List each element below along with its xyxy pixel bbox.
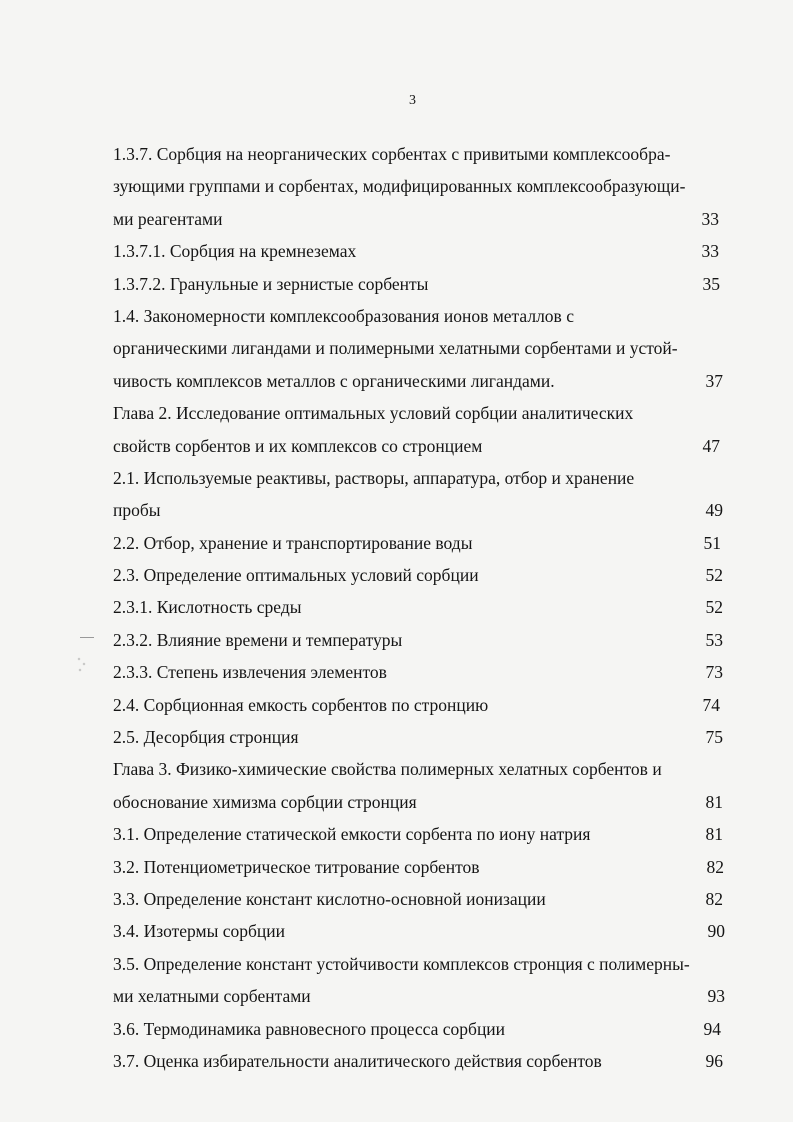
toc-entry-text: 2.3.1. Кислотность среды [113, 597, 302, 618]
toc-entry-text: 3.4. Изотермы сорбции [113, 921, 285, 942]
toc-entry-text: 2.1. Используемые реактивы, растворы, аппаратура, отбор и хранение [113, 467, 635, 488]
table-of-contents [113, 138, 733, 1077]
toc-entry-text: 2.3.2. Влияние времени и температуры [113, 629, 403, 650]
toc-entry [113, 818, 733, 850]
toc-entry [113, 365, 733, 397]
toc-entry-page: 82 [706, 856, 724, 877]
toc-entry-text: зующими группами и сорбентах, модифицированных комплексообразующи- [113, 176, 686, 197]
toc-entry [113, 268, 733, 300]
toc-entry-text: обоснование химизма сорбции стронция [113, 791, 417, 812]
toc-entry-text: Глава 3. Физико-химические свойства полимерных хелатных сорбентов и [113, 759, 662, 780]
toc-entry-page: 47 [702, 435, 720, 456]
toc-entry [113, 527, 733, 559]
toc-entry [113, 138, 733, 170]
toc-entry-text: 2.3. Определение оптимальных условий сорбции [113, 565, 479, 586]
toc-entry [113, 656, 733, 688]
toc-entry-page: 33 [701, 241, 719, 262]
toc-entry [113, 332, 733, 364]
toc-entry-page: 90 [707, 921, 725, 942]
toc-entry [113, 980, 733, 1012]
page-number: 3 [409, 93, 416, 108]
toc-entry-page: 93 [707, 986, 725, 1007]
toc-entry-text: 3.7. Оценка избирательности аналитического действия сорбентов [113, 1050, 602, 1071]
toc-entry [113, 591, 733, 623]
toc-entry [113, 753, 733, 785]
toc-entry-text: 1.3.7.1. Сорбция на кремнеземах [113, 241, 357, 262]
toc-entry-page: 74 [702, 694, 720, 715]
toc-entry-text: Глава 2. Исследование оптимальных условий сорбции аналитических [113, 403, 634, 424]
toc-entry-page: 96 [705, 1050, 723, 1071]
toc-entry-text: ми хелатными сорбентами [113, 986, 311, 1007]
toc-entry-text: 1.3.7. Сорбция на неорганических сорбентах с привитыми комплексообра- [113, 144, 671, 164]
toc-entry [113, 689, 733, 721]
toc-entry-page: 81 [705, 824, 723, 845]
toc-entry [113, 624, 733, 656]
toc-entry-page: 73 [705, 662, 723, 683]
margin-mark [80, 637, 94, 638]
toc-entry [113, 300, 733, 332]
toc-entry-text: органическими лигандами и полимерными хелатными сорбентами и устой- [113, 338, 678, 359]
toc-entry [113, 235, 733, 267]
toc-entry-page: 52 [705, 597, 723, 618]
toc-entry-page: 94 [703, 1018, 721, 1039]
toc-entry-page: 35 [702, 273, 720, 294]
toc-entry-page: 52 [705, 565, 723, 586]
toc-entry-text: 2.4. Сорбционная емкость сорбентов по стронцию [113, 694, 489, 715]
scan-artifact [76, 655, 88, 675]
toc-entry [113, 786, 733, 818]
toc-entry-text: 3.2. Потенциометрическое титрование сорбентов [113, 856, 480, 877]
toc-entry [113, 948, 733, 980]
toc-entry [113, 851, 733, 883]
toc-entry-text: 1.3.7.2. Гранульные и зернистые сорбенты [113, 273, 429, 294]
toc-entry-text: чивость комплексов металлов с органическими лигандами. [113, 370, 555, 391]
toc-entry-page: 49 [705, 500, 723, 521]
toc-entry [113, 494, 733, 526]
toc-entry [113, 170, 733, 202]
toc-entry-text: 2.2. Отбор, хранение и транспортирование воды [113, 532, 473, 553]
toc-entry-page: 75 [705, 727, 723, 748]
toc-entry [113, 1013, 733, 1045]
toc-entry [113, 203, 733, 235]
toc-entry-page: 82 [705, 888, 723, 909]
toc-entry-page: 51 [703, 532, 721, 553]
toc-entry-text: 3.5. Определение констант устойчивости комплексов стронция с полимерны- [113, 953, 690, 974]
toc-entry-text: 2.3.3. Степень извлечения элементов [113, 662, 387, 683]
toc-entry-text: свойств сорбентов и их комплексов со стронцием [113, 435, 483, 456]
toc-entry-text: ми реагентами [113, 208, 223, 229]
toc-entry-text: 3.6. Термодинамика равновесного процесса сорбции [113, 1018, 506, 1039]
toc-entry-page: 33 [701, 208, 719, 229]
toc-entry-text: 1.4. Закономерности комплексообразования ионов металлов с [113, 305, 574, 326]
toc-entry [113, 430, 733, 462]
toc-entry [113, 721, 733, 753]
toc-entry-page: 81 [705, 791, 723, 812]
toc-entry-text: 3.3. Определение констант кислотно-основной ионизации [113, 888, 546, 909]
toc-entry [113, 462, 733, 494]
toc-entry [113, 397, 733, 429]
toc-entry [113, 883, 733, 915]
toc-entry-text: пробы [113, 500, 161, 521]
toc-entry [113, 559, 733, 591]
toc-entry-page: 37 [705, 370, 723, 391]
toc-entry [113, 1045, 733, 1077]
toc-entry-text: 3.1. Определение статической емкости сорбента по иону натрия [113, 824, 591, 845]
toc-entry-page: 53 [705, 629, 723, 650]
toc-entry [113, 915, 733, 947]
toc-entry-text: 2.5. Десорбция стронция [113, 727, 299, 748]
